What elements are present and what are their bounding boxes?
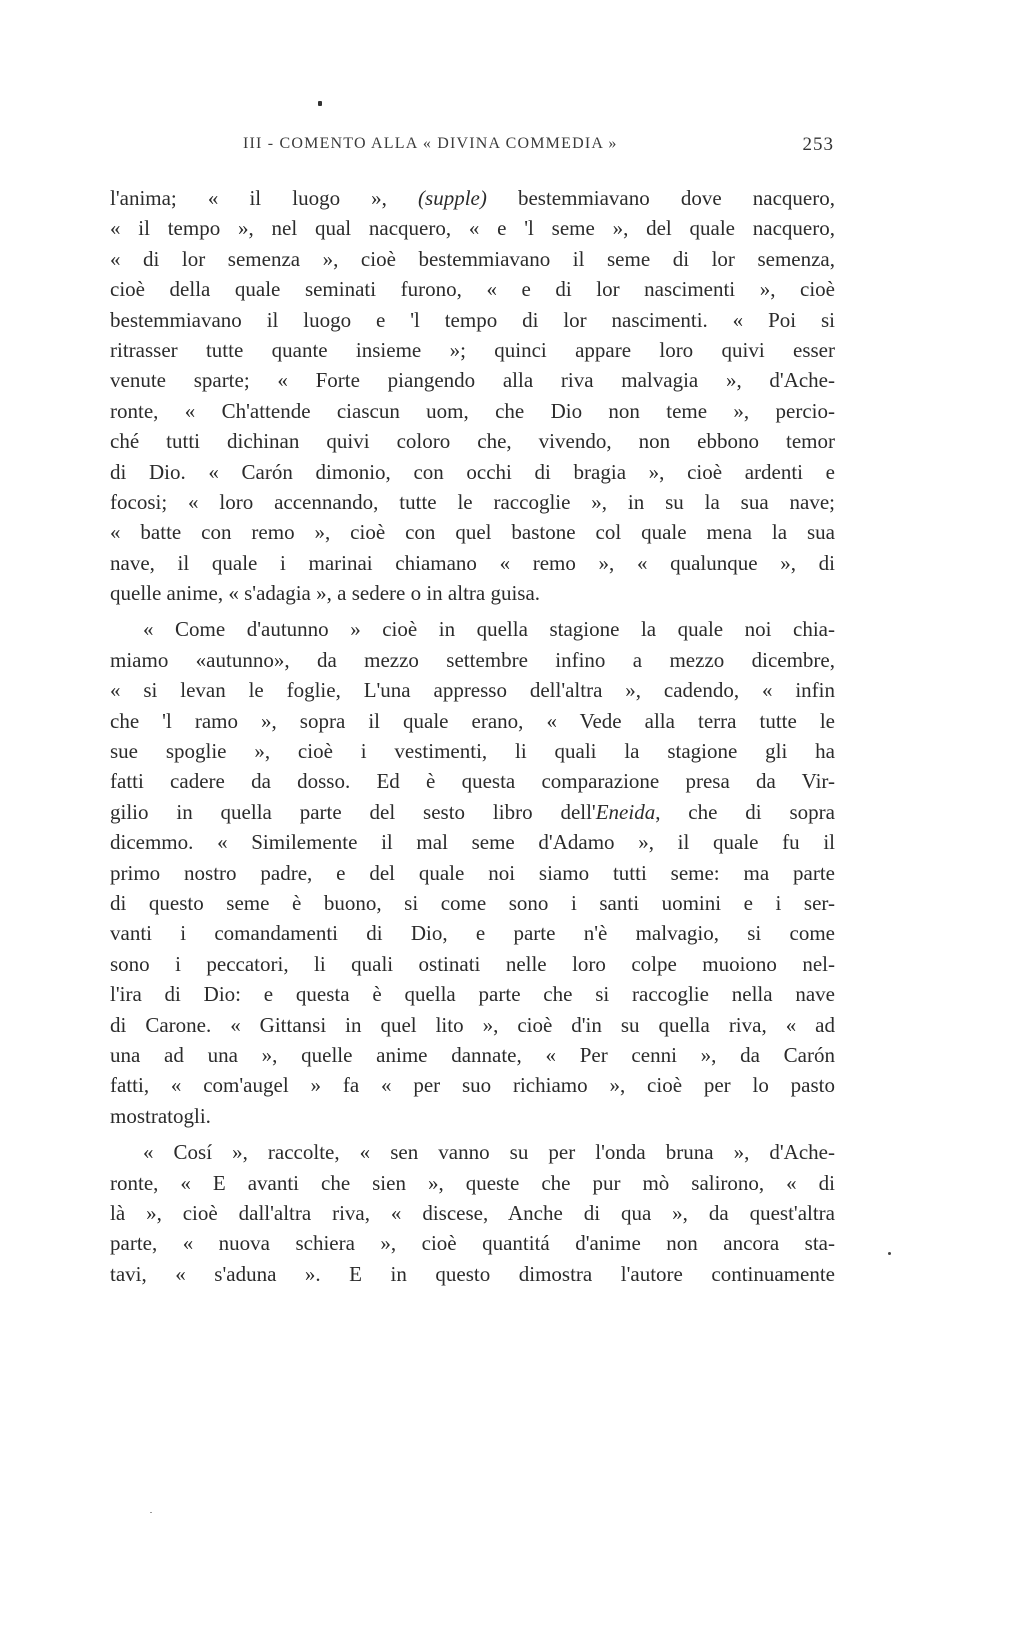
paragraph [110,1137,835,1289]
text-line: « batte con remo », cioè con quel bastone col quale mena la sua [110,520,835,545]
text-line: miamo «autunno», da mezzo settembre infino a mezzo dicembre, [110,647,835,672]
body-text [110,183,835,1289]
paper-speck [150,1512,152,1513]
text-line: mostratogli. [110,1103,211,1128]
text-line: di Dio. « Carón dimonio, con occhi di bragia », cioè ardenti e [110,459,835,484]
text-line: sono i peccatori, li quali ostinati nelle loro colpe muoiono nel- [110,951,835,976]
text-line: dicemmo. « Similemente il mal seme d'Adamo », il quale fu il [110,830,835,855]
text-line: l'anima; « il luogo », (supple) bestemmiavano dove nacquero, [110,186,835,210]
text-line: che 'l ramo », sopra il quale erano, « Vede alla terra tutte le [110,708,835,733]
text-line: vanti i comandamenti di Dio, e parte n'è malvagio, si come [110,921,835,946]
ink-dot-mark [318,101,322,106]
text-line: « si levan le foglie, L'una appresso dell'altra », cadendo, « infin [110,678,835,703]
running-head [243,135,834,159]
text-line: ronte, « Ch'attende ciascun uom, che Dio non teme », percio- [110,398,835,423]
paragraph [110,614,835,1131]
paragraph [110,183,835,608]
text-line: « il tempo », nel qual nacquero, « e 'l seme », del quale nacquero, [110,216,835,241]
text-line: parte, « nuova schiera », cioè quantitá d'anime non ancora sta- [110,1231,835,1256]
margin-ink-dot [888,1252,891,1255]
text-line: « Cosí », raccolte, « sen vanno su per l'onda bruna », d'Ache- [143,1140,835,1165]
text-line: una ad una », quelle anime dannate, « Per cenni », da Carón [110,1042,835,1067]
text-line: ronte, « E avanti che sien », queste che pur mò salirono, « di [110,1170,835,1195]
text-line: primo nostro padre, e del quale noi siamo tutti seme: ma parte [110,860,835,885]
text-line: bestemmiavano il luogo e 'l tempo di lor nascimenti. « Poi si [110,307,835,332]
page-number: 253 [802,134,834,155]
text-line: quelle anime, « s'adagia », a sedere o in altra guisa. [110,581,541,606]
text-line: venute sparte; « Forte piangendo alla riva malvagia », d'Ache- [110,368,835,393]
text-line: là », cioè dall'altra riva, « discese, Anche di qua », da quest'altra [110,1200,835,1225]
text-line: focosi; « loro accennando, tutte le raccoglie », in su la sua nave; [110,489,835,514]
text-line: fatti cadere da dosso. Ed è questa comparazione presa da Vir- [110,769,835,794]
text-line: di Carone. « Gittansi in quel lito », cioè d'in su quella riva, « ad [110,1012,835,1037]
text-line: « Come d'autunno » cioè in quella stagione la quale noi chia- [143,617,835,642]
text-line: gilio in quella parte del sesto libro dell'Eneida, che di sopra [110,799,835,824]
text-line: fatti, « com'augel » fa « per suo richiamo », cioè per lo pasto [110,1073,835,1098]
text-line: nave, il quale i marinai chiamano « remo », « qualunque », di [110,550,835,575]
text-line: sue spoglie », cioè i vestimenti, li quali la stagione gli ha [110,739,835,764]
text-line: di questo seme è buono, si come sono i santi uomini e i ser- [110,890,835,915]
text-line: cioè della quale seminati furono, « e di lor nascimenti », cioè [110,277,835,302]
text-line: ché tutti dichinan quivi coloro che, vivendo, non ebbono temor [110,429,835,454]
text-line: « di lor semenza », cioè bestemmiavano il seme di lor semenza, [110,246,835,271]
text-line: ritrasser tutte quante insieme »; quinci appare loro quivi esser [110,337,835,362]
text-line: l'ira di Dio: e questa è quella parte che si raccoglie nella nave [110,982,835,1007]
running-title: III - COMENTO ALLA « DIVINA COMMEDIA » [243,135,618,152]
text-line: tavi, « s'aduna ». E in questo dimostra l'autore continuamente [110,1261,835,1286]
